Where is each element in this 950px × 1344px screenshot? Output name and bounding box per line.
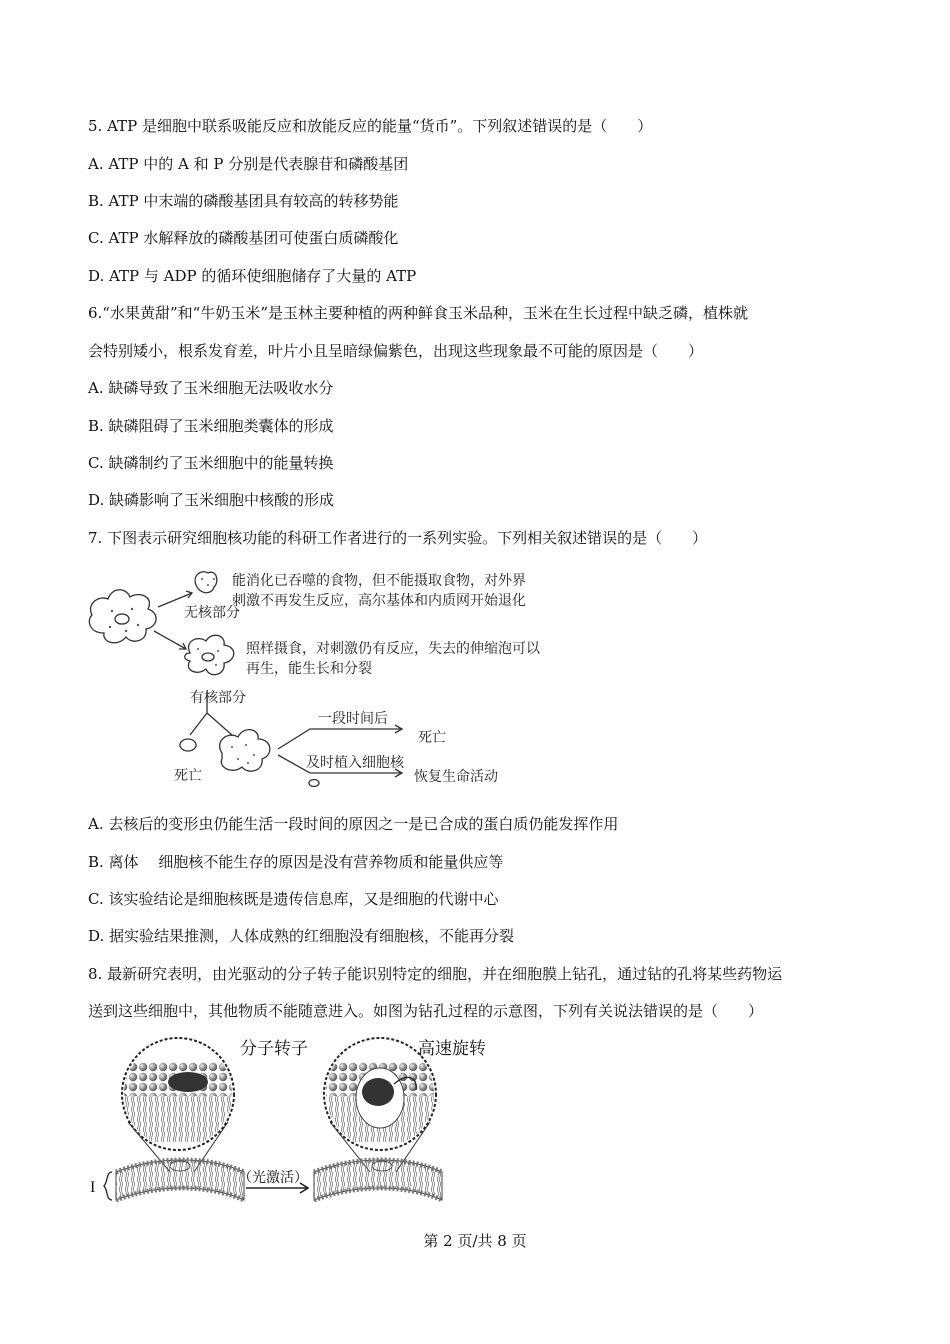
arrow-to-nucleate [154,631,186,649]
q8-stem-line1: 8. 最新研究表明，由光驱动的分子转子能识别特定的细胞，并在细胞膜上钻孔，通过钻的孔将某些药物运 [88,965,783,983]
fig8-label-light: （光激活） [238,1170,308,1186]
fig7-label-with-nucleus: 有核部分 [190,690,246,706]
fig7-arrow-upper-label: 一段时间后 [318,711,388,727]
q7-option-b: B. 离体 细胞核不能生存的原因是没有营养物质和能量供应等 [88,853,504,871]
molecular-rotor-figure [88,1032,533,1222]
q7-option-c: C. 该实验结论是细胞核既是遗传信息库，又是细胞的代谢中心 [88,890,499,908]
fig7-arrow-lower-label: 及时植入细胞核 [306,755,404,771]
arrow-upper [278,729,402,749]
enucleated-amoeba-shape [220,730,270,772]
page-footer: 第 2 页/共 8 页 [423,1232,527,1250]
q8-stem-line2: 送到这些细胞中，其他物质不能随意进入。如图为钻孔过程的示意图，下列有关说法错误的是（ ） [88,1002,764,1020]
fig7-desc2-line1: 照样摄食，对刺激仍有反应，失去的伸缩泡可以 [246,641,540,657]
nucleate-part-nucleus [202,653,214,661]
q6-option-a: A. 缺磷导致了玉米细胞无法吸收水分 [88,379,334,397]
fig7-result-upper: 死亡 [418,730,446,746]
q6-stem-line2: 会特别矮小，根系发育差，叶片小且呈暗绿偏紫色，出现这些现象最不可能的原因是（ ） [88,342,704,360]
fig7-result-lower: 恢复生命活动 [414,769,498,785]
membrane-right [314,1160,442,1200]
membrane-left [116,1160,244,1200]
q6-option-d: D. 缺磷影响了玉米细胞中核酸的形成 [88,491,335,509]
rotor-molecule-left [168,1072,208,1092]
q6-stem-line1: 6.“水果黄甜”和“牛奶玉米”是玉林主要种植的两种鲜食玉米品种，玉米在生长过程中缺乏磷，植株就 [88,304,748,322]
membrane-brace [104,1172,112,1200]
rotor-molecule-right [362,1078,394,1106]
q5-stem: 5. ATP 是细胞中联系吸能反应和放能反应的能量“货币”。下列叙述错误的是（ ） [88,117,653,135]
fig7-label-no-nucleus: 无核部分 [184,605,240,621]
q5-option-a: A. ATP 中的 A 和 P 分别是代表腺苷和磷酸基团 [88,155,409,173]
anucleate-part-shape [195,572,217,593]
fig7-desc1-line1: 能消化已吞噬的食物，但不能摄取食物，对外界 [232,573,526,589]
fig7-label-death: 死亡 [174,768,202,784]
q6-option-b: B. 缺磷阻碍了玉米细胞类囊体的形成 [88,417,334,435]
q7-option-a: A. 去核后的变形虫仍能生活一段时间的原因之一是已合成的蛋白质仍能发挥作用 [88,815,619,833]
implanted-nucleus-icon [309,780,319,787]
amoeba-original-shape [89,590,156,643]
fig8-label-I: I [90,1179,96,1196]
nucleate-part-shape [185,635,234,674]
q5-option-b: B. ATP 中末端的磷酸基团具有较高的转移势能 [88,192,399,210]
fig7-desc1-line2: 刺激不再发生反应，高尔基体和内质网开始退化 [232,593,526,609]
fig7-desc2-line2: 再生，能生长和分裂 [246,661,372,677]
q5-option-d: D. ATP 与 ADP 的循环使细胞储存了大量的 ATP [88,267,417,285]
q7-stem: 7. 下图表示研究细胞核功能的科研工作者进行的一系列实验。下列相关叙述错误的是（ ） [88,529,708,547]
fig8-label-rotor: 分子转子 [240,1039,308,1059]
q7-option-d: D. 据实验结果推测，人体成熟的红细胞没有细胞核，不能再分裂 [88,927,515,945]
isolated-nucleus [180,739,196,751]
q6-option-c: C. 缺磷制约了玉米细胞中的能量转换 [88,454,334,472]
fig8-label-spin: 高速旋转 [418,1039,486,1059]
amoeba-experiment-figure [82,565,582,790]
q5-option-c: C. ATP 水解释放的磷酸基团可使蛋白质磷酸化 [88,229,399,247]
amoeba-original-nucleus [115,614,129,624]
